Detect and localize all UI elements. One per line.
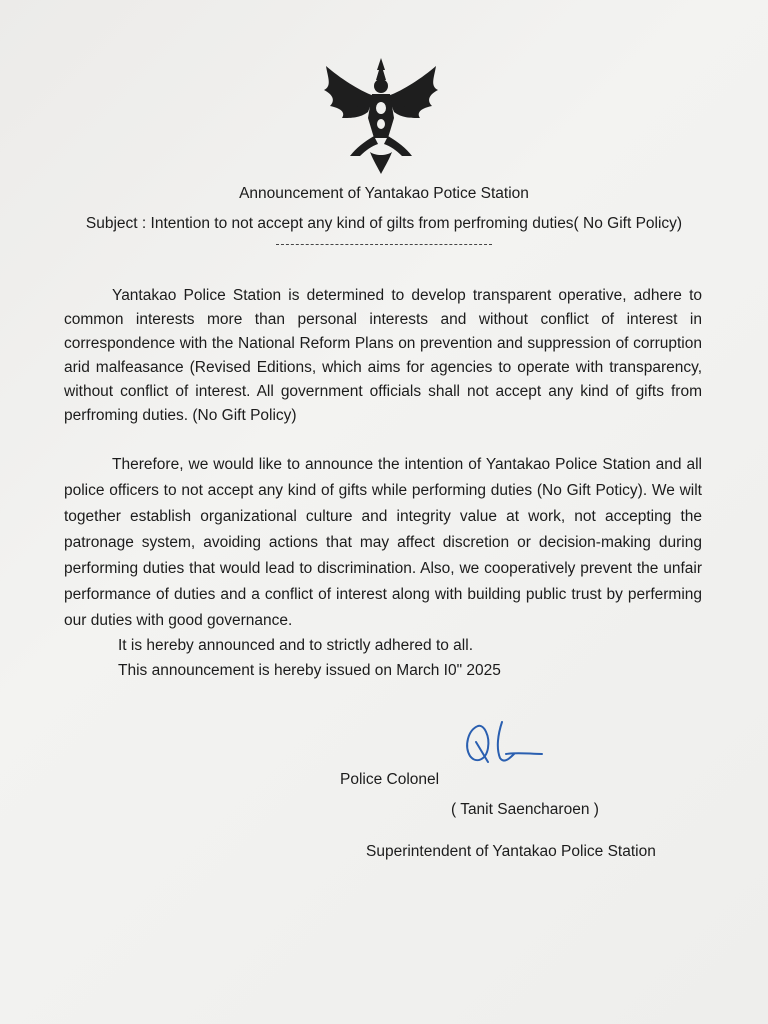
signatory-rank: Police Colonel (340, 771, 440, 788)
signatory-name: ( Tanit Saencharoen ) (451, 801, 599, 818)
paragraph-intro: Yantakao Police Station is determined to develop transparent operative, adhere to common interests more than personal interests and without conflict of interest in correspondence with the National Reform Plans on prevention and suppression of corruption arid malfeasance (Revised Editions, which aims for agencies to operate with transparency, without conflict of interest. All government officials shall not accept any kind of gifts from perfroming duties. (No Gift Policy) (64, 287, 702, 424)
closing-statement: It is hereby announced and to strictly adhered to all. (118, 637, 473, 654)
paragraph-announcement: Therefore, we would like to announce the intention of Yantakao Police Station and all police officers to not accept any kind of gifts while performing duties (No Gift Poticy). We wilt together establish organizational culture and integrity value at work, not accepting the patronage system, avoiding actions that may affect discretion or decision-making during performing duties that would lead to discrimination. Also, we cooperatively prevent the unfair performance of duties and a conflict of interest along with building public trust by perferming our duties with good governance. (64, 456, 702, 629)
divider (276, 244, 492, 245)
announcement-subject: Subject : Intention to not accept any kind of gilts from perfroming duties( No Gift Policy) (85, 215, 683, 232)
signatory-position: Superintendent of Yantakao Police Station (366, 843, 656, 860)
announcement-title: Announcement of Yantakao Potice Station (239, 185, 529, 202)
issue-date-statement: This announcement is hereby issued on March I0" 2025 (118, 662, 501, 679)
garuda-emblem-icon (318, 56, 444, 176)
handwritten-signature-icon (458, 712, 548, 772)
